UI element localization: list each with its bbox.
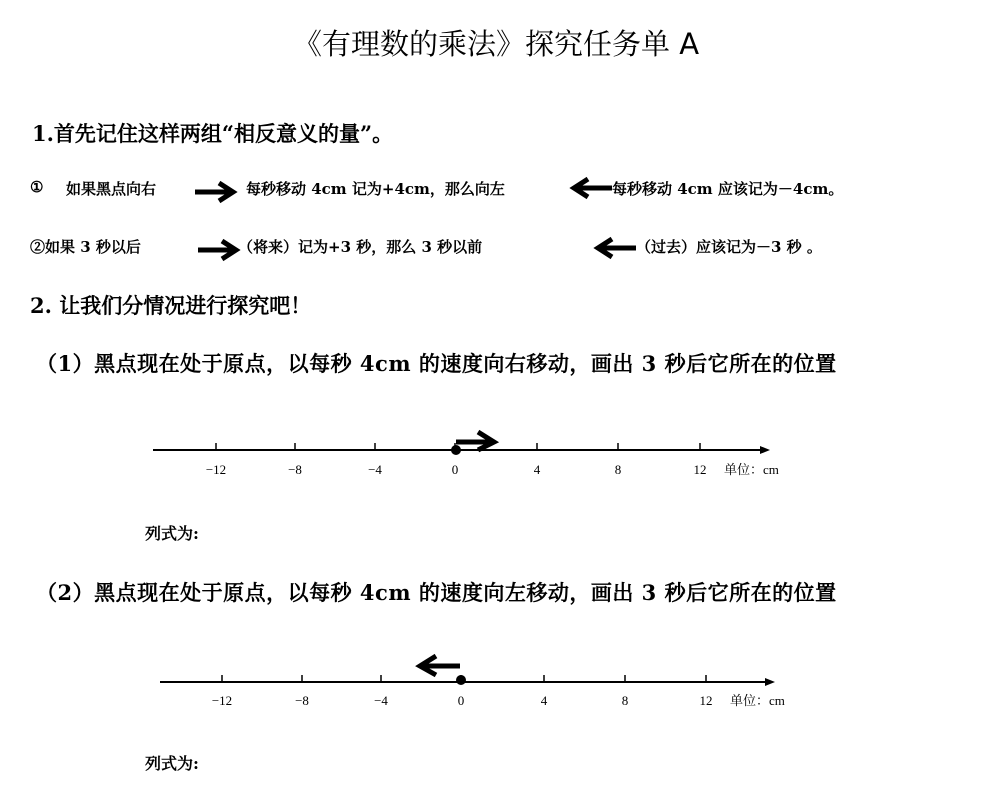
- axis-arrowhead: [765, 678, 775, 686]
- line2-part-a: ②如果 3 秒以后: [30, 238, 141, 256]
- tick-label: 8: [621, 693, 629, 708]
- line1-marker: ①: [30, 178, 44, 196]
- line1-part-a: 如果黑点向右: [66, 180, 157, 198]
- section2-heading: 2. 让我们分情况进行探究吧！: [30, 293, 312, 318]
- line1-part-b: 每秒移动 4cm 记为+4cm，那么向左: [246, 180, 505, 198]
- tick-label: −4: [368, 462, 382, 477]
- page-title: 《有理数的乘法》探究任务单 A: [292, 27, 700, 61]
- left-arrow-icon: [592, 236, 638, 260]
- right-arrow-icon: [193, 180, 239, 204]
- tick-label: 4: [533, 462, 541, 477]
- tick-label: −8: [288, 462, 302, 477]
- tick-label: 8: [614, 462, 622, 477]
- unit-label: 单位：cm: [724, 462, 779, 477]
- origin-dot: [451, 445, 461, 455]
- axis-arrowhead: [760, 446, 770, 454]
- line2-part-c: （过去）应该记为－3 秒 。: [636, 238, 822, 256]
- case1-text: （1）黑点现在处于原点，以每秒 4cm 的速度向右移动，画出 3 秒后它所在的位置: [36, 351, 837, 376]
- tick-label: −4: [374, 693, 388, 708]
- section1-heading: 1.首先记住这样两组“相反意义的量”。: [32, 121, 394, 146]
- case1-formula-label: 列式为:: [145, 524, 199, 543]
- case2-formula-label: 列式为:: [145, 754, 199, 773]
- case2-text: （2）黑点现在处于原点，以每秒 4cm 的速度向左移动，画出 3 秒后它所在的位置: [36, 580, 837, 605]
- number-line-2: [0, 650, 992, 720]
- origin-dot: [456, 675, 466, 685]
- tick-label: −12: [205, 462, 227, 477]
- left-arrow-icon: [420, 656, 460, 675]
- tick-label: 0: [457, 693, 465, 708]
- tick-label: 4: [540, 693, 548, 708]
- right-arrow-icon: [196, 238, 242, 262]
- tick-label: 12: [693, 462, 707, 477]
- tick-label: 0: [451, 462, 459, 477]
- line1-part-c: 每秒移动 4cm 应该记为－4cm。: [612, 180, 844, 198]
- line2-part-b: （将来）记为+3 秒，那么 3 秒以前: [238, 238, 483, 256]
- tick-label: −12: [211, 693, 233, 708]
- left-arrow-icon: [568, 176, 614, 200]
- tick-label: −8: [295, 693, 309, 708]
- unit-label: 单位：cm: [730, 693, 785, 708]
- number-line-1: [0, 420, 992, 490]
- tick-label: 12: [699, 693, 713, 708]
- right-arrow-icon: [456, 432, 494, 450]
